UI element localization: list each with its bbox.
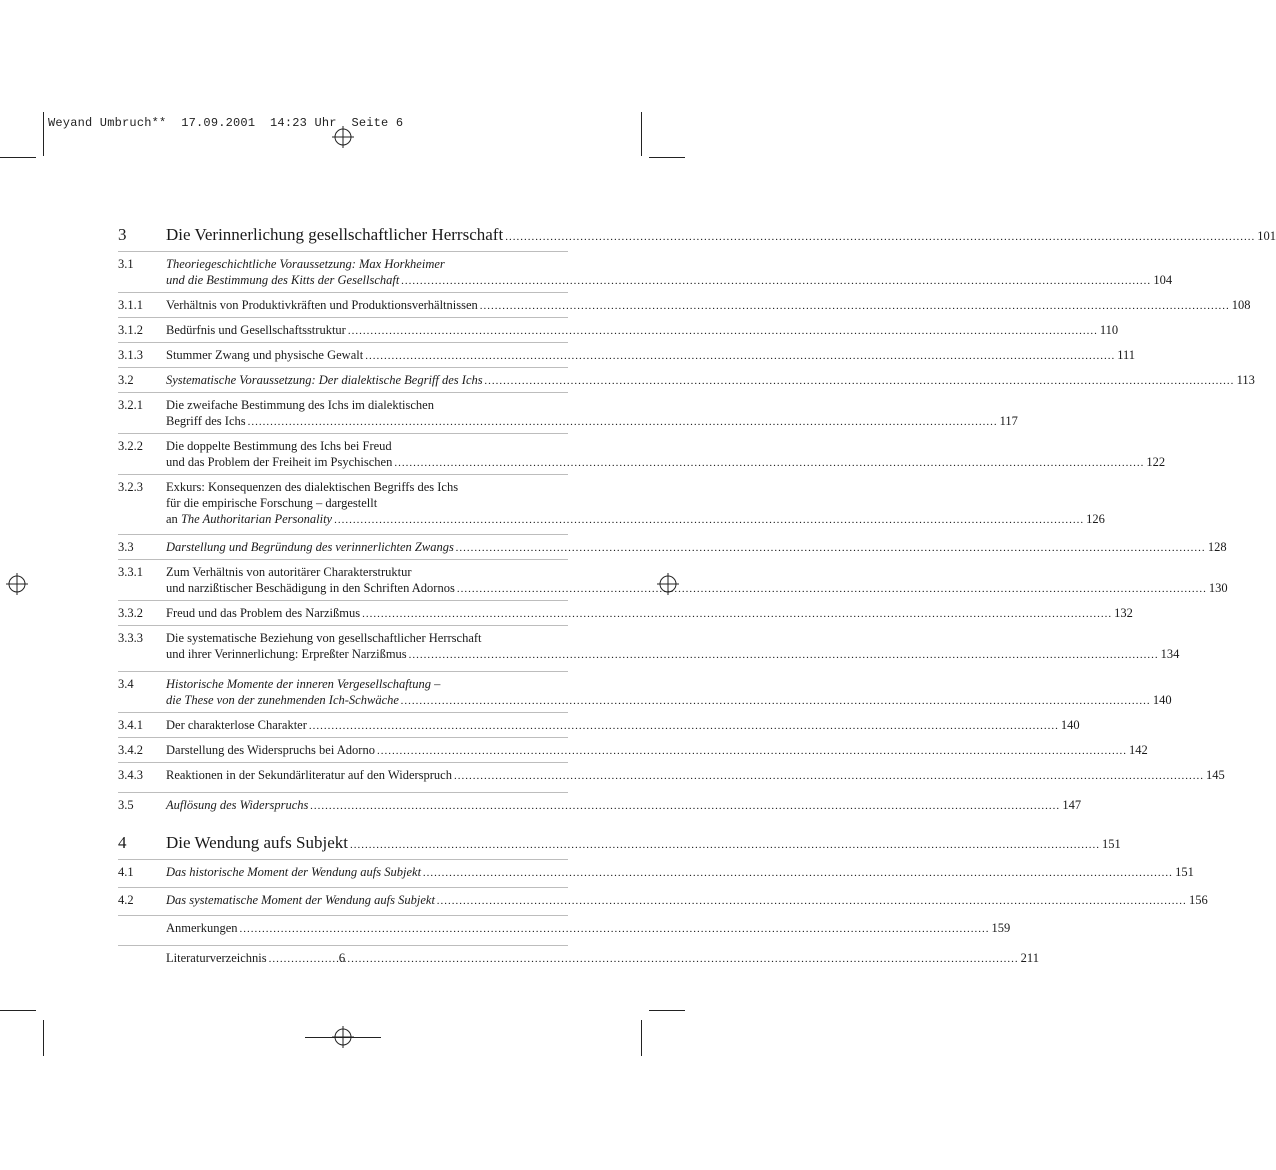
toc-entry-number: 3.1.1 bbox=[118, 298, 143, 312]
toc-entry-page: 122 bbox=[1146, 455, 1166, 469]
toc-entry-number: 4 bbox=[118, 833, 127, 852]
leader-dots bbox=[362, 606, 1112, 622]
toc-entry[interactable] bbox=[118, 864, 1194, 881]
toc-entry-number: 3.1.3 bbox=[118, 348, 143, 362]
crop-mark bbox=[0, 157, 36, 158]
leader-dots bbox=[377, 743, 1127, 759]
toc-entry-title bbox=[166, 347, 1135, 364]
registration-mark-icon bbox=[332, 126, 354, 148]
entry-separator bbox=[118, 915, 568, 916]
toc-entry-title-line: an bbox=[166, 512, 181, 526]
toc-entry-title bbox=[166, 864, 1194, 881]
entry-separator bbox=[118, 534, 568, 535]
page-number: 6 bbox=[338, 950, 346, 965]
leader-dots bbox=[401, 273, 1151, 289]
toc-entry-page: 159 bbox=[991, 921, 1011, 935]
toc-entry[interactable] bbox=[118, 256, 1173, 289]
entry-separator bbox=[118, 392, 568, 393]
toc-entry-number: 3.2 bbox=[118, 373, 134, 387]
toc-entry[interactable] bbox=[118, 372, 1255, 389]
toc-entry-title bbox=[166, 372, 1255, 389]
toc-entry-title-line: und ihrer Verinnerlichung: Erpreßter Narzißmus bbox=[166, 647, 407, 661]
toc-entry-page: 104 bbox=[1153, 273, 1173, 287]
toc-entry[interactable] bbox=[118, 539, 1227, 556]
toc-entry-number: 4.1 bbox=[118, 865, 134, 879]
entry-separator bbox=[118, 945, 568, 946]
toc-entry[interactable] bbox=[118, 297, 1251, 314]
toc-entry-title-line: Stummer Zwang und physische Gewalt bbox=[166, 348, 364, 362]
toc-entry-title-line: und narzißtischer Beschädigung in den Schriften Adornos bbox=[166, 581, 455, 595]
toc-entry-number: 3.5 bbox=[118, 798, 134, 812]
toc-entry-number: 3 bbox=[118, 225, 127, 244]
toc-entry-page: 126 bbox=[1086, 512, 1105, 526]
toc-entry[interactable] bbox=[118, 322, 1119, 339]
toc-entry-title bbox=[166, 920, 1010, 937]
toc-entry-number: 3.3.2 bbox=[118, 606, 143, 620]
toc-entry-number: 4.2 bbox=[118, 893, 134, 907]
leader-dots bbox=[310, 798, 1060, 814]
crop-mark bbox=[305, 1037, 381, 1038]
toc-entry-title-line: Exkurs: Konsequenzen des dialektischen Begriffs des Ichs bbox=[166, 480, 459, 494]
entry-separator bbox=[118, 600, 568, 601]
toc-entry-title-line: Die systematische Beziehung von gesellschaftlicher Herrschaft bbox=[166, 631, 482, 645]
toc-entry[interactable] bbox=[118, 767, 1225, 784]
leader-dots bbox=[240, 921, 990, 937]
toc-entry-number: 3.2.1 bbox=[118, 398, 143, 412]
toc-entry-number: 3.1.2 bbox=[118, 323, 143, 337]
crop-mark bbox=[641, 1020, 642, 1056]
toc-entry-title-line: Die doppelte Bestimmung des Ichs bei Freud bbox=[166, 439, 392, 453]
toc-entry-page: 140 bbox=[1152, 693, 1172, 707]
toc-entry-title bbox=[166, 564, 1228, 597]
toc-entry[interactable] bbox=[118, 347, 1136, 364]
toc-entry-page: 111 bbox=[1117, 348, 1136, 362]
crop-mark bbox=[641, 112, 642, 156]
toc-entry-page: 108 bbox=[1231, 298, 1251, 312]
toc-entry-title-line: Literaturverzeichnis bbox=[166, 951, 267, 965]
toc-entry-title bbox=[166, 767, 1225, 784]
toc-entry-title-line: Bedürfnis und Gesellschaftsstruktur bbox=[166, 323, 346, 337]
toc-entry[interactable] bbox=[118, 717, 1080, 734]
leader-dots bbox=[309, 718, 1059, 734]
toc-entry-page: 147 bbox=[1062, 798, 1082, 812]
leader-dots bbox=[485, 373, 1235, 389]
toc-entry-title-line: für die empirische Forschung – dargestellt bbox=[166, 496, 378, 510]
registration-mark-icon bbox=[6, 573, 28, 595]
leader-dots bbox=[437, 893, 1187, 909]
leader-dots bbox=[454, 768, 1204, 784]
toc-entry-title-line: Systematische Voraussetzung: Der dialektische Begriff des Ichs bbox=[166, 373, 483, 387]
toc-entry-page: 128 bbox=[1207, 540, 1227, 554]
toc-entry-title-line: und das Problem der Freiheit im Psychischen bbox=[166, 455, 393, 469]
toc-entry[interactable] bbox=[118, 832, 1121, 856]
entry-separator bbox=[118, 474, 568, 475]
toc-entry[interactable] bbox=[118, 630, 1180, 663]
entry-separator bbox=[118, 887, 568, 888]
toc-entry-page: 101 bbox=[1257, 229, 1276, 243]
toc-entry[interactable] bbox=[118, 797, 1082, 814]
toc-entry-page: 132 bbox=[1114, 606, 1133, 620]
toc-entry-title bbox=[166, 479, 1105, 528]
entry-separator bbox=[118, 671, 568, 672]
toc-entry-title-line: Die zweifache Bestimmung des Ichs im dialektischen bbox=[166, 398, 434, 412]
toc-entry-number: 3.3 bbox=[118, 540, 134, 554]
toc-entry[interactable] bbox=[118, 676, 1172, 709]
toc-entry-title bbox=[166, 630, 1179, 663]
toc-entry-page: 117 bbox=[999, 414, 1018, 428]
toc-entry-number: 3.4.1 bbox=[118, 718, 143, 732]
toc-entry-title bbox=[166, 797, 1081, 814]
leader-dots bbox=[334, 512, 1084, 528]
toc-entry-title-line: Darstellung und Begründung des verinnerlichten Zwangs bbox=[166, 540, 454, 554]
toc-entry-title-line: die These von der zunehmenden Ich-Schwäche bbox=[166, 693, 399, 707]
crop-mark bbox=[43, 112, 44, 156]
toc-entry-title bbox=[166, 322, 1118, 339]
toc-entry[interactable] bbox=[118, 564, 1228, 597]
leader-dots bbox=[350, 834, 1100, 856]
toc-entry[interactable] bbox=[118, 224, 1276, 248]
toc-entry-page: 145 bbox=[1205, 768, 1225, 782]
toc-entry-page: 142 bbox=[1128, 743, 1148, 757]
toc-entry-number: 3.3.3 bbox=[118, 631, 143, 645]
leader-dots bbox=[423, 865, 1173, 881]
toc-entry-title bbox=[166, 605, 1133, 622]
toc-entry-title bbox=[166, 438, 1165, 471]
toc-entry-page: 134 bbox=[1160, 647, 1180, 661]
leader-dots bbox=[394, 455, 1144, 471]
leader-dots bbox=[401, 693, 1151, 709]
leader-dots bbox=[409, 647, 1159, 663]
toc-entry-page: 140 bbox=[1060, 718, 1080, 732]
print-slug: Weyand Umbruch** 17.09.2001 14:23 Uhr Seite 6 bbox=[48, 116, 404, 130]
toc-entry-page: 151 bbox=[1175, 865, 1194, 879]
toc-entry-number: 3.2.2 bbox=[118, 439, 143, 453]
toc-entry-title bbox=[166, 256, 1172, 289]
toc-entry-number: 3.1 bbox=[118, 257, 134, 271]
toc-entry-page: 156 bbox=[1188, 893, 1208, 907]
entry-separator bbox=[118, 367, 568, 368]
toc-entry[interactable] bbox=[118, 742, 1148, 759]
toc-entry-page: 113 bbox=[1236, 373, 1255, 387]
entry-separator bbox=[118, 712, 568, 713]
entry-separator bbox=[118, 433, 568, 434]
toc-entry[interactable] bbox=[118, 479, 1105, 528]
toc-entry-title-line: Anmerkungen bbox=[166, 921, 238, 935]
toc-entry-title-line: Die Wendung aufs Subjekt bbox=[166, 833, 348, 852]
toc-entry-title-line: Historische Momente der inneren Vergesellschaftung – bbox=[166, 677, 441, 691]
entry-separator bbox=[118, 859, 568, 860]
toc-entry-title bbox=[166, 224, 1276, 248]
entry-separator bbox=[118, 251, 568, 252]
entry-separator bbox=[118, 625, 568, 626]
toc-entry-title-line: Darstellung des Widerspruchs bei Adorno bbox=[166, 743, 375, 757]
toc-entry-title-line: Der charakterlose Charakter bbox=[166, 718, 307, 732]
toc-entry-title-line: Verhältnis von Produktivkräften und Produktionsverhältnissen bbox=[166, 298, 478, 312]
entry-separator bbox=[118, 792, 568, 793]
toc-entry-title-line: Die Verinnerlichung gesellschaftlicher Herrschaft bbox=[166, 225, 504, 244]
toc-entry[interactable] bbox=[118, 920, 1011, 937]
toc-entry-title bbox=[166, 892, 1208, 909]
toc-entry[interactable] bbox=[118, 605, 1133, 622]
toc-entry-title-line: Zum Verhältnis von autoritärer Charakterstruktur bbox=[166, 565, 412, 579]
toc-entry-title bbox=[166, 397, 1018, 430]
entry-separator bbox=[118, 342, 568, 343]
toc-entry-page: 130 bbox=[1208, 581, 1228, 595]
toc-entry-title-line: Das historische Moment der Wendung aufs Subjekt bbox=[166, 865, 422, 879]
toc-entry-title bbox=[166, 742, 1148, 759]
toc-entry[interactable] bbox=[118, 397, 1018, 430]
leader-dots bbox=[365, 348, 1115, 364]
toc-entry[interactable] bbox=[118, 892, 1208, 909]
toc-entry-page: 211 bbox=[1020, 951, 1039, 965]
crop-mark bbox=[649, 1010, 685, 1011]
leader-dots bbox=[348, 323, 1098, 339]
toc-entry-title-line: Reaktionen in der Sekundärliteratur auf den Widerspruch bbox=[166, 768, 452, 782]
toc-entry-title-line: Theoriegeschichtliche Voraussetzung: Max Horkheimer bbox=[166, 257, 445, 271]
toc-entry-title bbox=[166, 832, 1121, 856]
entry-separator bbox=[118, 292, 568, 293]
leader-dots bbox=[505, 226, 1255, 248]
entry-separator bbox=[118, 762, 568, 763]
toc-entry-title bbox=[166, 539, 1227, 556]
entry-separator bbox=[118, 559, 568, 560]
toc-entry-title bbox=[166, 676, 1172, 709]
toc-entry-number: 3.4 bbox=[118, 677, 134, 691]
crop-mark bbox=[649, 157, 685, 158]
toc-entry-number: 3.4.3 bbox=[118, 768, 143, 782]
toc-entry-page: 151 bbox=[1102, 837, 1121, 851]
crop-mark bbox=[0, 1010, 36, 1011]
toc-entry-title-line: Das systematische Moment der Wendung aufs Subjekt bbox=[166, 893, 435, 907]
toc-entry[interactable] bbox=[118, 438, 1166, 471]
toc-entry-title-line: und die Bestimmung des Kitts der Gesellschaft bbox=[166, 273, 400, 287]
leader-dots bbox=[480, 298, 1230, 314]
toc-entry-title-line: Auflösung des Widerspruchs bbox=[166, 798, 309, 812]
toc-entry-number: 3.2.3 bbox=[118, 480, 143, 494]
toc-entry-title bbox=[166, 717, 1080, 734]
crop-mark bbox=[43, 1020, 44, 1056]
leader-dots bbox=[457, 581, 1207, 597]
entry-separator bbox=[118, 317, 568, 318]
toc-entry-title-italic: The Authoritarian Personality bbox=[180, 512, 333, 526]
table-of-contents bbox=[118, 224, 1276, 967]
toc-entry-title-line: Freud und das Problem des Narzißmus bbox=[166, 606, 361, 620]
leader-dots bbox=[456, 540, 1206, 556]
leader-dots bbox=[248, 414, 998, 430]
entry-separator bbox=[118, 737, 568, 738]
toc-entry-title-line: Begriff des Ichs bbox=[166, 414, 246, 428]
toc-entry-title bbox=[166, 297, 1251, 314]
toc-entry-page: 110 bbox=[1099, 323, 1119, 337]
toc-entry-number: 3.3.1 bbox=[118, 565, 143, 579]
toc-entry-number: 3.4.2 bbox=[118, 743, 143, 757]
